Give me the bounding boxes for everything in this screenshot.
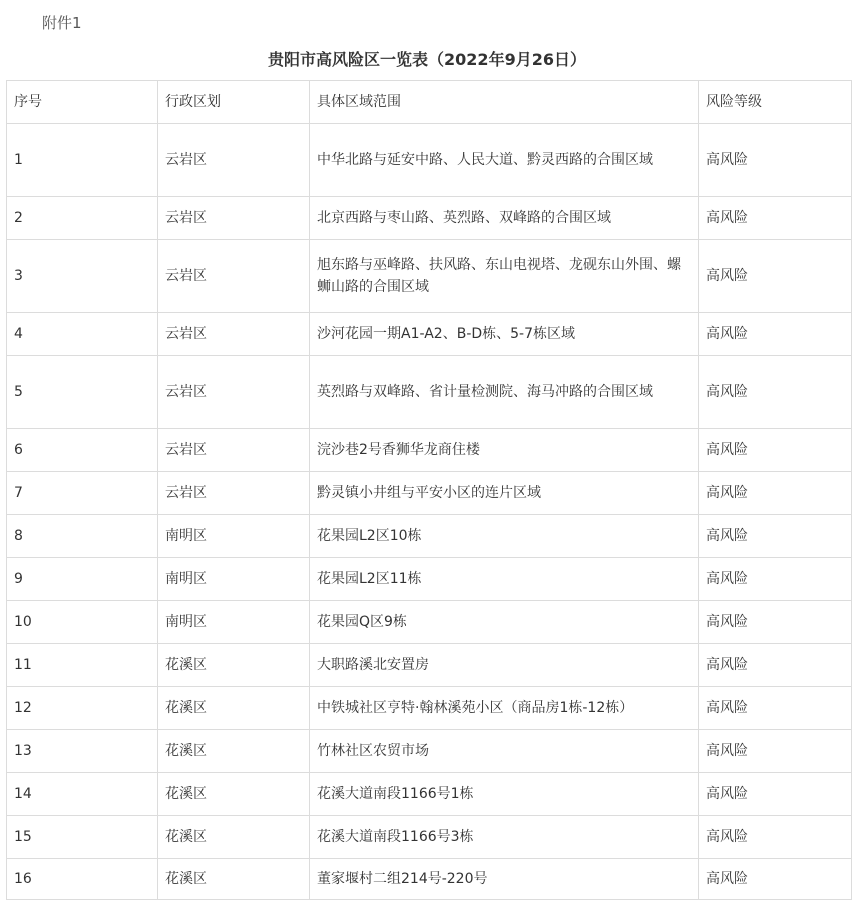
- cell-index: 3: [7, 240, 158, 313]
- cell-area: 花果园L2区11栋: [310, 558, 699, 601]
- table-row: [7, 429, 852, 472]
- cell-district: 花溪区: [158, 773, 310, 816]
- cell-area: 沙河花园一期A1-A2、B-D栋、5-7栋区域: [310, 313, 699, 356]
- cell-risk-level: 高风险: [699, 816, 852, 859]
- table-row: [7, 313, 852, 356]
- cell-risk-level: 高风险: [699, 859, 852, 900]
- table-row: [7, 687, 852, 730]
- cell-index: 5: [7, 356, 158, 429]
- cell-district: 花溪区: [158, 730, 310, 773]
- table-row: [7, 601, 852, 644]
- table-header-row: [7, 81, 852, 124]
- cell-index: 12: [7, 687, 158, 730]
- cell-district: 云岩区: [158, 124, 310, 197]
- table-row: [7, 356, 852, 429]
- attachment-label: 附件1: [42, 14, 82, 32]
- cell-area: 中铁城社区亨特·翰林溪苑小区（商品房1栋-12栋）: [310, 687, 699, 730]
- cell-area: 竹林社区农贸市场: [310, 730, 699, 773]
- cell-area: 浣沙巷2号香狮华龙商住楼: [310, 429, 699, 472]
- cell-risk-level: 高风险: [699, 429, 852, 472]
- cell-district: 云岩区: [158, 472, 310, 515]
- header-cell-risk-level: 风险等级: [699, 81, 852, 124]
- cell-area: 花溪大道南段1166号1栋: [310, 773, 699, 816]
- cell-area: 花果园Q区9栋: [310, 601, 699, 644]
- cell-area: 花溪大道南段1166号3栋: [310, 816, 699, 859]
- table-row: [7, 816, 852, 859]
- table-row: [7, 124, 852, 197]
- high-risk-area-table: [6, 80, 852, 900]
- cell-index: 16: [7, 859, 158, 900]
- header-cell-index: 序号: [7, 81, 158, 124]
- cell-district: 花溪区: [158, 859, 310, 900]
- cell-index: 10: [7, 601, 158, 644]
- cell-area: 英烈路与双峰路、省计量检测院、海马冲路的合围区域: [310, 356, 699, 429]
- table-row: [7, 730, 852, 773]
- cell-risk-level: 高风险: [699, 601, 852, 644]
- cell-area: 中华北路与延安中路、人民大道、黔灵西路的合围区域: [310, 124, 699, 197]
- cell-risk-level: 高风险: [699, 644, 852, 687]
- cell-index: 11: [7, 644, 158, 687]
- table-row: [7, 773, 852, 816]
- cell-index: 1: [7, 124, 158, 197]
- cell-risk-level: 高风险: [699, 313, 852, 356]
- cell-index: 8: [7, 515, 158, 558]
- cell-index: 15: [7, 816, 158, 859]
- cell-district: 云岩区: [158, 313, 310, 356]
- cell-district: 花溪区: [158, 816, 310, 859]
- table-row: [7, 472, 852, 515]
- cell-risk-level: 高风险: [699, 240, 852, 313]
- cell-district: 花溪区: [158, 687, 310, 730]
- cell-area: 花果园L2区10栋: [310, 515, 699, 558]
- cell-risk-level: 高风险: [699, 687, 852, 730]
- cell-risk-level: 高风险: [699, 356, 852, 429]
- cell-area: 董家堰村二组214号-220号: [310, 859, 699, 900]
- cell-district: 南明区: [158, 601, 310, 644]
- cell-risk-level: 高风险: [699, 472, 852, 515]
- page-title: 贵阳市高风险区一览表（2022年9月26日）: [268, 50, 586, 69]
- cell-risk-level: 高风险: [699, 124, 852, 197]
- cell-district: 云岩区: [158, 197, 310, 240]
- cell-risk-level: 高风险: [699, 730, 852, 773]
- cell-index: 13: [7, 730, 158, 773]
- cell-index: 6: [7, 429, 158, 472]
- table-row: [7, 558, 852, 601]
- cell-area: 旭东路与巫峰路、扶风路、东山电视塔、龙砚东山外围、螺蛳山路的合围区域: [310, 240, 699, 313]
- cell-index: 4: [7, 313, 158, 356]
- cell-district: 南明区: [158, 558, 310, 601]
- cell-index: 14: [7, 773, 158, 816]
- cell-index: 9: [7, 558, 158, 601]
- cell-risk-level: 高风险: [699, 558, 852, 601]
- cell-area: 黔灵镇小井组与平安小区的连片区域: [310, 472, 699, 515]
- table-row: [7, 197, 852, 240]
- cell-risk-level: 高风险: [699, 773, 852, 816]
- cell-index: 2: [7, 197, 158, 240]
- cell-risk-level: 高风险: [699, 515, 852, 558]
- header-cell-area: 具体区域范围: [310, 81, 699, 124]
- cell-district: 花溪区: [158, 644, 310, 687]
- cell-area: 北京西路与枣山路、英烈路、双峰路的合围区域: [310, 197, 699, 240]
- table-row: [7, 644, 852, 687]
- cell-district: 云岩区: [158, 240, 310, 313]
- cell-index: 7: [7, 472, 158, 515]
- table-row: [7, 240, 852, 313]
- cell-risk-level: 高风险: [699, 197, 852, 240]
- cell-area: 大职路溪北安置房: [310, 644, 699, 687]
- cell-district: 云岩区: [158, 429, 310, 472]
- cell-district: 云岩区: [158, 356, 310, 429]
- header-cell-district: 行政区划: [158, 81, 310, 124]
- table-row: [7, 515, 852, 558]
- table-row: [7, 859, 852, 900]
- cell-district: 南明区: [158, 515, 310, 558]
